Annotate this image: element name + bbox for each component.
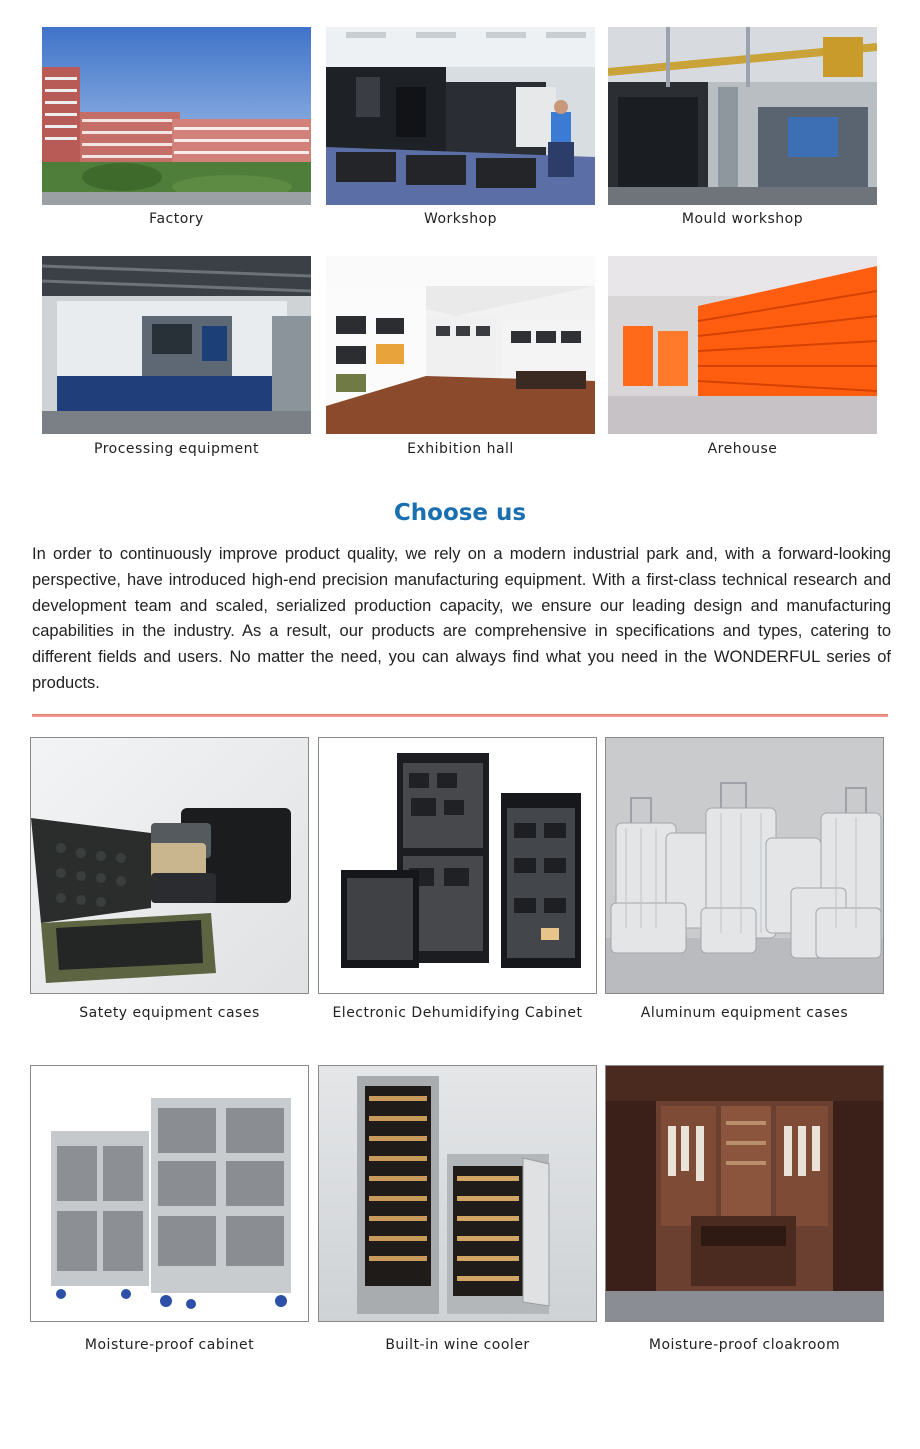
product-caption: Electronic Dehumidifying Cabinet <box>332 1005 583 1021</box>
cloakroom-photo <box>605 1065 884 1322</box>
section-divider <box>32 714 888 717</box>
safety-cases-photo <box>30 737 309 994</box>
facility-card-exhibition-hall <box>326 256 595 457</box>
facility-card-workshop <box>326 27 595 227</box>
product-card-wine-cooler[interactable] <box>318 1065 597 1353</box>
product-card-cloakroom[interactable] <box>605 1065 884 1353</box>
exhibition-hall-photo <box>326 256 595 434</box>
product-card-aluminum-cases[interactable] <box>605 737 884 1021</box>
facility-card-processing-equipment <box>42 256 311 457</box>
factory-photo <box>42 27 311 205</box>
intro-paragraph: In order to continuously improve product quality, we rely on a modern industrial park and, with a forward-looking perspective, have introduced high-end precision manufacturing equipment. With a first-class technical research and development team and scaled, serialized production capacity, we ensure our leading design and manufacturing capabilities in the industry. As a result, our products are comprehensive in specifications and types, catering to different fields and users. No matter the need, you can always find what you need in the WONDERFUL series of products. <box>32 545 891 692</box>
processing-equipment-photo <box>42 256 311 434</box>
moisture-proof-cabinet-photo <box>30 1065 309 1322</box>
product-card-moisture-proof-cabinet[interactable] <box>30 1065 309 1353</box>
facility-caption: Workshop <box>423 211 498 227</box>
product-card-safety-cases[interactable] <box>30 737 309 1021</box>
dehumidifying-cabinet-photo <box>318 737 597 994</box>
facility-card-arehouse <box>608 256 877 457</box>
aluminum-cases-photo <box>605 737 884 994</box>
facility-caption: Exhibition hall <box>407 441 514 457</box>
product-caption: Aluminum equipment cases <box>640 1005 849 1021</box>
facility-caption: Mould workshop <box>681 211 804 227</box>
product-caption: Moisture-proof cabinet <box>84 1337 255 1353</box>
facility-card-mould-workshop <box>608 27 877 227</box>
section-title: Choose us <box>393 500 527 526</box>
facility-caption: Arehouse <box>707 441 778 457</box>
facility-card-factory <box>42 27 311 227</box>
product-caption: Moisture-proof cloakroom <box>648 1337 841 1353</box>
product-caption: Satety equipment cases <box>79 1005 260 1021</box>
wine-cooler-photo <box>318 1065 597 1322</box>
mould-workshop-photo <box>608 27 877 205</box>
arehouse-photo <box>608 256 877 434</box>
facility-caption: Processing equipment <box>94 441 259 457</box>
facility-caption: Factory <box>149 211 204 227</box>
product-card-dehumidifying-cabinet[interactable] <box>318 737 597 1021</box>
workshop-photo <box>326 27 595 205</box>
product-caption: Built-in wine cooler <box>385 1337 530 1353</box>
